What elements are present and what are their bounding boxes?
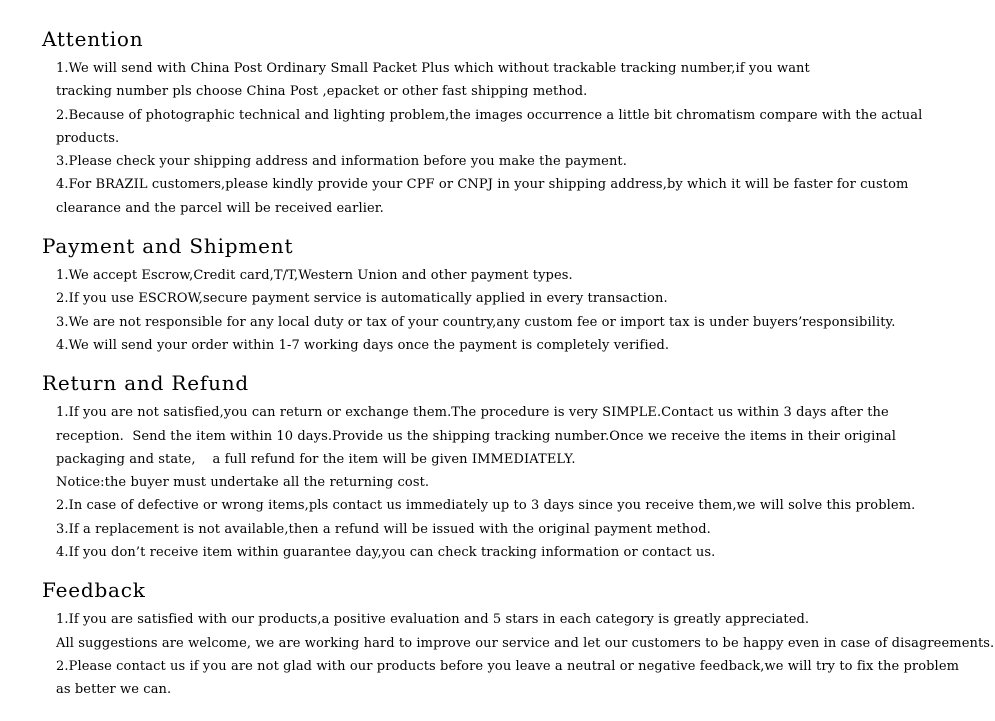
text-line: 4.We will send your order within 1-7 working days once the payment is completely verified.	[56, 337, 670, 353]
text-line: 2.In case of defective or wrong items,pls contact us immediately up to 3 days since you receive them,we will solve this problem.	[56, 498, 916, 514]
text-line: packaging and state, a full refund for the item will be given IMMEDIATELY.	[56, 451, 576, 467]
section-title-return-and-refund: Return and Refund	[42, 371, 250, 396]
text-line: 3.We are not responsible for any local duty or tax of your country,any custom fee or import tax is under buyers’responsibility.	[56, 314, 896, 330]
section-title-attention: Attention	[42, 27, 144, 51]
section-title-payment-and-shipment: Payment and Shipment	[42, 234, 294, 259]
text-line: products.	[56, 130, 120, 146]
text-line: 2.If you use ESCROW,secure payment service is automatically applied in every transaction.	[56, 291, 668, 307]
section-payment-and-shipment	[0, 234, 995, 357]
text-line: tracking number pls choose China Post ,epacket or other fast shipping method.	[56, 84, 588, 100]
text-line: as better we can.	[56, 682, 172, 698]
text-line: All suggestions are welcome, we are working hard to improve our service and let our customers to be happy even in case of disagreements.	[56, 635, 995, 651]
text-line: 4.If you don’t receive item within guarantee day,you can check tracking information or contact us.	[56, 545, 716, 561]
text-line: reception. Send the item within 10 days.Provide us the shipping tracking number.Once we receive the items in their original	[56, 428, 896, 444]
text-line: 1.If you are satisfied with our products,a positive evaluation and 5 stars in each category is greatly appreciated.	[56, 612, 810, 628]
text-line: 1.If you are not satisfied,you can return or exchange them.The procedure is very SIMPLE.Contact us within 3 days after the	[56, 405, 889, 421]
section-feedback	[0, 578, 995, 701]
text-line: 1.We accept Escrow,Credit card,T/T,Western Union and other payment types.	[56, 268, 573, 284]
text-line: 3.If a replacement is not available,then a refund will be issued with the original payment method.	[56, 521, 711, 537]
section-return-and-refund	[0, 371, 995, 564]
text-line: clearance and the parcel will be received earlier.	[56, 200, 384, 216]
text-line: 2.Please contact us if you are not glad with our products before you leave a neutral or negative feedback,we will try to fix the problem	[56, 658, 960, 674]
text-line: 1.We will send with China Post Ordinary Small Packet Plus which without trackable tracking number,if you want	[56, 61, 810, 76]
text-line: 3.Please check your shipping address and information before you make the payment.	[56, 154, 627, 170]
text-line: Notice:the buyer must undertake all the returning cost.	[56, 475, 430, 491]
section-attention	[0, 27, 995, 220]
text-line: 2.Because of photographic technical and lighting problem,the images occurrence a little bit chromatism compare with the actual	[56, 107, 923, 123]
text-line: 4.For BRAZIL customers,please kindly provide your CPF or CNPJ in your shipping address,by which it will be faster for custom	[56, 177, 909, 193]
section-title-feedback: Feedback	[42, 578, 146, 603]
